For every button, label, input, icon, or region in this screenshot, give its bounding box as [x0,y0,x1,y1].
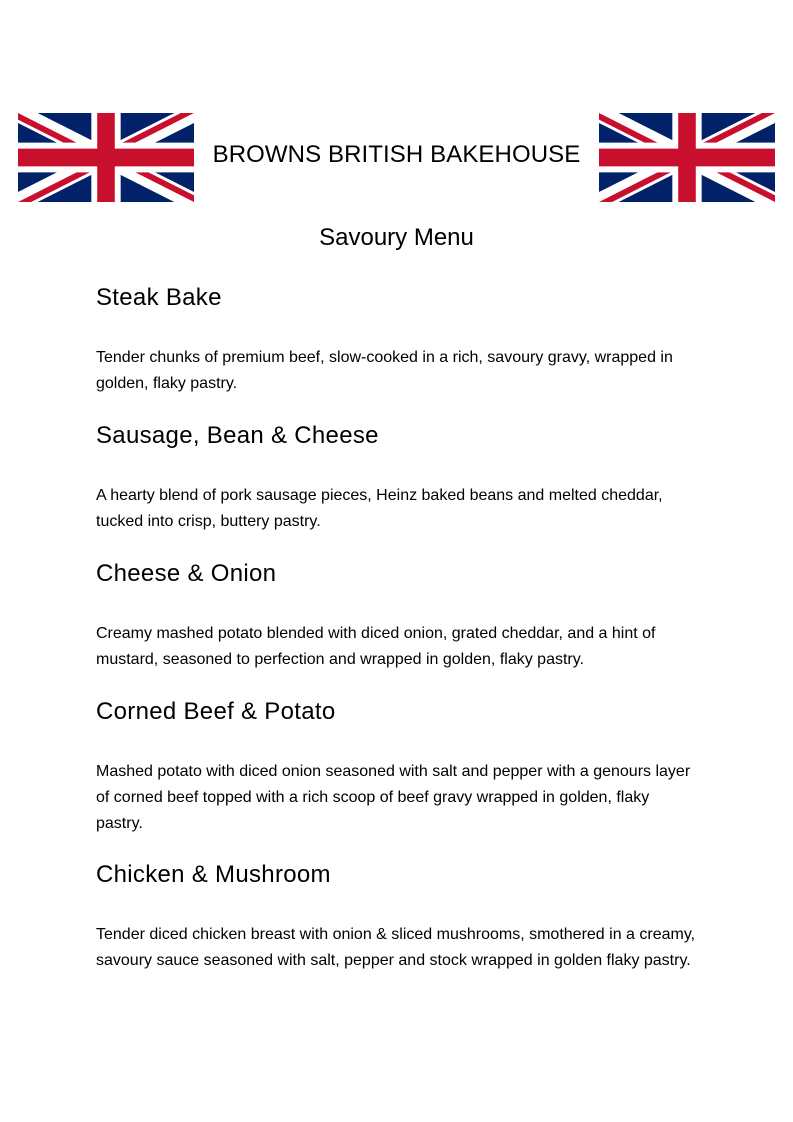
menu-item-cheese-onion [96,560,696,673]
menu-item-name: Cheese & Onion [96,560,277,587]
menu-item-description: Tender diced chicken breast with onion & sliced mushrooms, smothered in a creamy, savoury sauce seasoned with salt, pepper and stock wrapped in golden flaky pastry. [96,926,696,969]
menu-item-description: A hearty blend of pork sausage pieces, Heinz baked beans and melted cheddar, tucked into crisp, buttery pastry. [96,487,663,530]
menu-item-steak-bake [96,284,696,397]
menu-item-name: Steak Bake [96,284,222,311]
menu-title: Savoury Menu [319,224,474,251]
menu-item-name: Sausage, Bean & Cheese [96,422,379,449]
menu-item-name: Chicken & Mushroom [96,861,331,888]
union-jack-flag-right-icon [599,113,775,202]
menu-item-name: Corned Beef & Potato [96,698,336,725]
menu-item-chicken-mushroom [96,861,696,974]
brand-title: BROWNS BRITISH BAKEHOUSE [212,141,581,168]
menu-item-corned-beef-potato [96,698,696,837]
menu-item-description: Mashed potato with diced onion seasoned with salt and pepper with a genours layer of corned beef topped with a rich scoop of beef gravy wrapped in golden, flaky pastry. [96,763,691,832]
menu-item-description: Tender chunks of premium beef, slow-cooked in a rich, savoury gravy, wrapped in golden, flaky pastry. [96,349,673,392]
menu-item-description: Creamy mashed potato blended with diced onion, grated cheddar, and a hint of mustard, seasoned to perfection and wrapped in golden, flaky pastry. [96,625,656,668]
menu-item-sausage-bean-cheese [96,422,696,535]
